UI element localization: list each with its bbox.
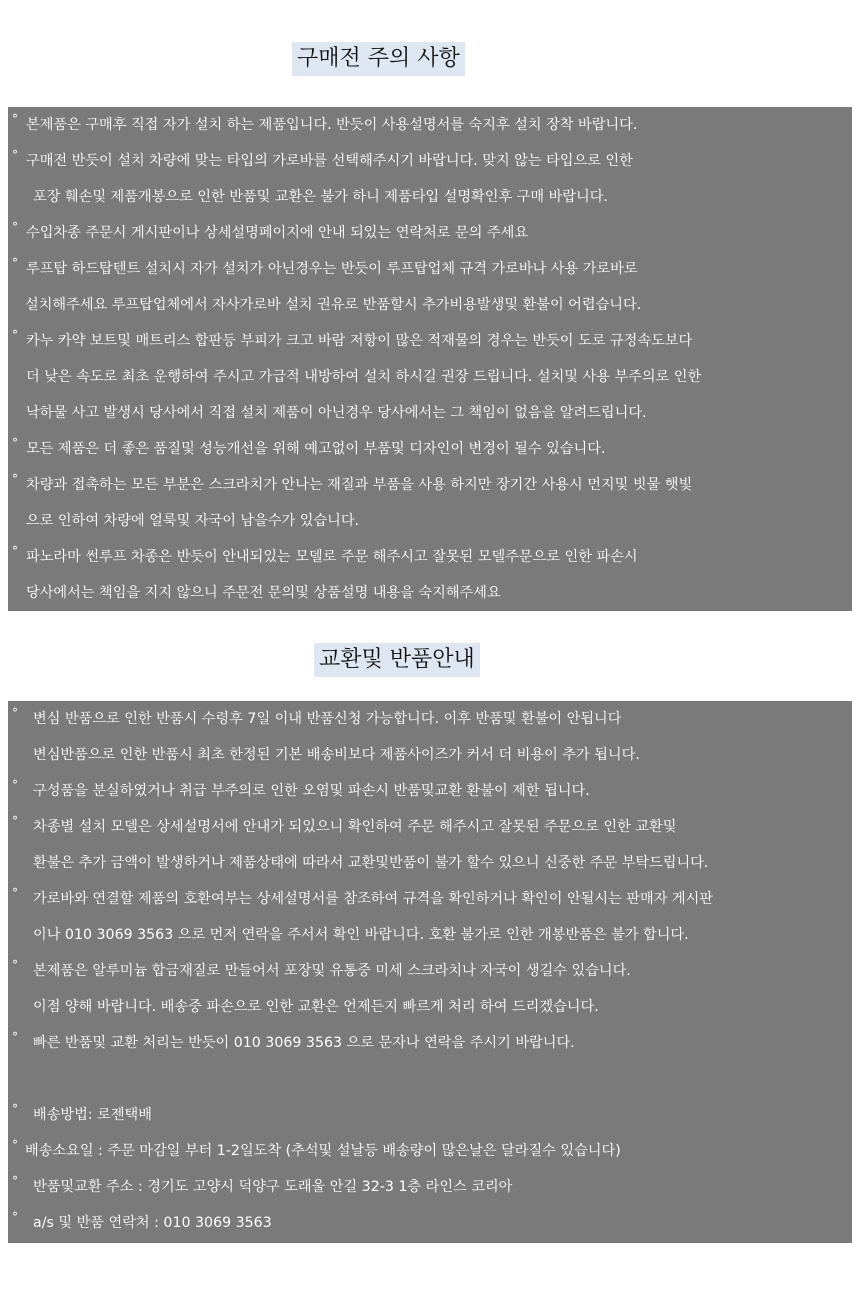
returns-text: 빠른 반품및 교환 처리는 반듯이 010 3069 3563 으로 문자나 연락을 주시기 바랍니다. — [33, 1035, 575, 1051]
bullet-icon: ° — [12, 220, 18, 234]
precaution-text: 설치해주세요 루프탑업체에서 자사가로바 설치 권유로 반품할시 추가비용발생및 환불이 어렵습니다. — [25, 297, 642, 313]
bullet-icon: ° — [12, 256, 18, 270]
bullet-icon: ° — [12, 778, 18, 792]
shipping-method-text: 배송방법: 로젠택배 — [33, 1107, 152, 1123]
precaution-text: 카누 카약 보트및 매트리스 합판등 부피가 크고 바람 저항이 많은 적재물의 경우는 반듯이 도로 규정속도보다 — [26, 333, 693, 349]
precaution-text: 더 낮은 속도로 최초 운행하여 주시고 가급적 내방하여 설치 하시길 권장 드립니다. 설치및 사용 부주의로 인한 — [26, 369, 702, 385]
precaution-text: 루프탑 하드탑텐트 설치시 자가 설치가 아닌경우는 반듯이 루프탑업체 규격 가로바나 사용 가로바로 — [26, 261, 638, 277]
bullet-icon: ° — [12, 1210, 18, 1224]
bullet-icon: ° — [12, 958, 18, 972]
bullet-icon: ° — [12, 1174, 18, 1188]
returns-text: 변심반품으로 인한 반품시 최초 한정된 기본 배송비보다 제품사이즈가 커서 더 비용이 추가 됩니다. — [33, 747, 640, 763]
bullet-icon: ° — [12, 328, 18, 342]
bullet-icon: ° — [12, 436, 18, 450]
return-address-text: 반품및교환 주소 : 경기도 고양시 덕양구 도래울 안길 32-3 1층 라인스 코리아 — [33, 1179, 513, 1195]
precaution-text: 모든 제품은 더 좋은 품질및 성능개선을 위해 예고없이 부품및 디자인이 변경이 될수 있습니다. — [26, 441, 606, 457]
bullet-icon: ° — [12, 706, 18, 720]
precaution-text: 수입차종 주문시 게시판이나 상세설명페이지에 안내 되있는 연락처로 문의 주세요 — [26, 225, 529, 241]
returns-text: 구성품을 분실하였거나 취급 부주의로 인한 오염및 파손시 반품및교환 환불이 제한 됩니다. — [33, 783, 590, 799]
returns-text: 차종별 설치 모델은 상세설명서에 안내가 되있으니 확인하여 주문 해주시고 잘못된 주문으로 인한 교환및 — [33, 819, 677, 835]
bullet-icon: ° — [12, 886, 18, 900]
returns-text: 이나 010 3069 3563 으로 먼저 연락을 주서서 확인 바랍니다. 호환 불가로 인한 개봉반품은 불가 합니다. — [33, 927, 689, 943]
precaution-text: 포장 훼손및 제품개봉으로 인한 반품및 교환은 불가 하니 제품타입 설명확인후 구매 바랍니다. — [33, 189, 608, 205]
bullet-icon: ° — [12, 148, 18, 162]
contact-text: a/s 및 반품 연락처 : 010 3069 3563 — [33, 1215, 272, 1231]
precaution-text: 으로 인하여 차량에 얼룩및 자국이 남을수가 있습니다. — [26, 513, 360, 529]
precaution-text: 당사에서는 책임을 지지 않으니 주문전 문의및 상품설명 내용을 숙지해주세요 — [26, 585, 501, 601]
precaution-text: 차량과 접촉하는 모든 부분은 스크라치가 안나는 재질과 부품을 사용 하지만 장기간 사용시 먼지및 빗물 햇빛 — [26, 477, 693, 493]
returns-panel — [8, 701, 852, 1243]
precaution-text: 파노라마 썬루프 차종은 반듯이 안내되있는 모델로 주문 해주시고 잘못된 모델주문으로 인한 파손시 — [26, 549, 638, 565]
returns-text: 변심 반품으로 인한 반품시 수령후 7일 이내 반품신청 가능합니다. 이후 반품및 환불이 안됩니다 — [33, 711, 622, 727]
bullet-icon: ° — [12, 544, 18, 558]
returns-text: 환불은 추가 금액이 발생하거나 제품상태에 따라서 교환및반품이 불가 할수 있으니 신중한 주문 부탁드립니다. — [33, 855, 709, 871]
precaution-text: 본제품은 구매후 직접 자가 설치 하는 제품입니다. 반듯이 사용설명서를 숙지후 설치 장착 바랍니다. — [26, 117, 638, 133]
bullet-icon: ° — [12, 1030, 18, 1044]
precaution-text: 구매전 반듯이 설치 차량에 맞는 타입의 가로바를 선택해주시기 바랍니다. 맞지 않는 타입으로 인한 — [26, 153, 633, 169]
bullet-icon: ° — [12, 472, 18, 486]
bullet-icon: ° — [12, 1138, 18, 1152]
section-title-returns: 교환및 반품안내 — [314, 643, 480, 677]
section-title-precautions: 구매전 주의 사항 — [292, 42, 465, 76]
returns-text: 가로바와 연결할 제품의 호환여부는 상세설명서를 참조하여 규격을 확인하거나 확인이 안될시는 판매자 게시판 — [33, 891, 714, 907]
returns-text: 이점 양해 바랍니다. 배송중 파손으로 인한 교환은 언제든지 빠르게 처리 하여 드리겠습니다. — [33, 999, 599, 1015]
returns-text: 본제품은 알루미늄 합금재질로 만들어서 포장및 유통중 미세 스크라치나 자국이 생길수 있습니다. — [33, 963, 631, 979]
bullet-icon: ° — [12, 1102, 18, 1116]
bullet-icon: ° — [12, 814, 18, 828]
shipping-time-text: 배송소요일 : 주문 마감일 부터 1-2일도착 (추석및 설날등 배송량이 많은날은 달라질수 있습니다) — [25, 1143, 621, 1159]
precautions-panel — [8, 107, 852, 611]
precaution-text: 낙하물 사고 발생시 당사에서 직접 설치 제품이 아닌경우 당사에서는 그 책임이 없음을 알려드립니다. — [26, 405, 647, 421]
bullet-icon: ° — [12, 112, 18, 126]
